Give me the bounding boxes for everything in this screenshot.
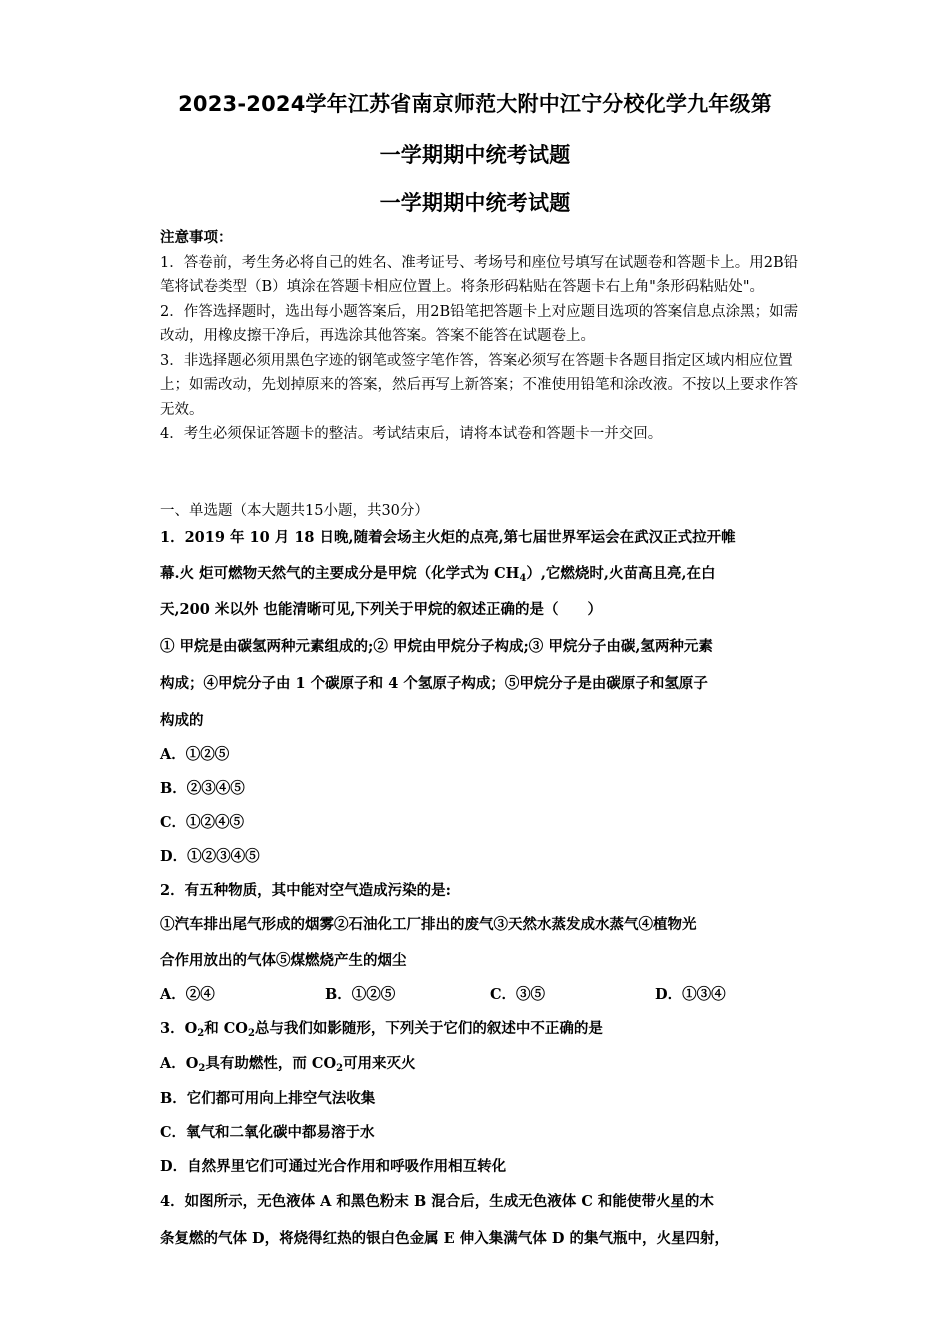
q2-option-b: B．①②⑤ — [325, 986, 396, 1003]
q2-line2: ①汽车排出尾气形成的烟雾②石油化工厂排出的废气③天然水蒸发成水蒸气④植物光 — [160, 916, 697, 933]
q4-line1: 4．如图所示，无色液体 A 和黑色粉末 B 混合后，生成无色液体 C 和能使带火星的木 — [160, 1193, 714, 1210]
q1-statement-1: ① 甲烷是由碳氢两种元素组成的;② 甲烷由甲烷分子构成;③ 甲烷分子由碳,氢两种元素 — [160, 638, 713, 655]
notice-item-2: 2．作答选择题时，选出每小题答案后，用2B铅笔把答题卡上对应题目选项的答案信息点涂黑；如需改动，用橡皮擦干净后，再选涂其他答案。答案不能答在试题卷上。 — [160, 303, 799, 344]
q1-line2-sub: 4 — [519, 573, 527, 584]
q2-option-a: A．②④ — [160, 986, 215, 1003]
q2-line3: 合作用放出的气体⑤煤燃烧产生的烟尘 — [160, 952, 407, 969]
q1-option-c: C．①②④⑤ — [160, 814, 245, 831]
q3-option-c: C．氧气和二氧化碳中都易溶于水 — [160, 1124, 375, 1141]
q3-stem-c: 总与我们如影随形，下列关于它们的叙述中不正确的是 — [254, 1020, 603, 1037]
q3-optA-b: 具有助燃性，而 CO — [205, 1055, 337, 1072]
q1-line3: 天,200 米以外 也能清晰可见,下列关于甲烷的叙述正确的是（ ） — [160, 601, 602, 618]
q3-optA-sub2: 2 — [336, 1063, 344, 1074]
q1-line2-a: 幕.火 炬可燃物天然气的主要成分是甲烷（化学式为 CH — [160, 565, 520, 582]
q2-option-c: C．③⑤ — [490, 986, 546, 1003]
q3-stem-a: 3．O — [160, 1020, 198, 1037]
q1-option-b: B．②③④⑤ — [160, 780, 245, 797]
q1-line2 — [160, 562, 716, 584]
q3-optA-a: A．O — [160, 1055, 199, 1072]
exam-title-line2: 一学期期中统考试题 — [379, 143, 571, 167]
q1-option-a: A．①②⑤ — [160, 746, 230, 763]
q3-stem-b: 和 CO — [204, 1020, 248, 1037]
q3-option-a — [160, 1052, 416, 1074]
q3-stem-sub1: 2 — [197, 1028, 205, 1039]
q2-stem: 2．有五种物质，其中能对空气造成污染的是: — [160, 882, 451, 899]
notice-block — [160, 226, 800, 447]
notice-item-1: 1．答卷前，考生务必将自己的姓名、准考证号、考场号和座位号填写在试题卷和答题卡上。用2B铅笔将试卷类型（B）填涂在答题卡相应位置上。将条形码粘贴在答题卡右上角"条形码粘贴处"。 — [160, 254, 799, 295]
q3-option-b: B．它们都可用向上排空气法收集 — [160, 1090, 376, 1107]
q3-option-d: D．自然界里它们可通过光合作用和呼吸作用相互转化 — [160, 1158, 507, 1175]
exam-title-line3: 一学期期中统考试题 — [379, 191, 571, 215]
notice-heading: 注意事项： — [160, 229, 233, 246]
q3-stem-sub2: 2 — [247, 1028, 255, 1039]
section-heading: 一、单选题（本大题共15小题，共30分） — [160, 503, 429, 519]
q1-statement-3: 构成的 — [160, 712, 204, 729]
q3-optA-sub1: 2 — [198, 1063, 206, 1074]
notice-item-4: 4．考生必须保证答题卡的整洁。考试结束后，请将本试卷和答题卡一并交回。 — [160, 426, 663, 442]
q1-option-d: D．①②③④⑤ — [160, 848, 260, 865]
q3-optA-c: 可用来灭火 — [343, 1055, 416, 1072]
q4-line2: 条复燃的气体 D，将烧得红热的银白色金属 E 伸入集满气体 D 的集气瓶中，火星四射， — [160, 1230, 729, 1247]
q2-option-d: D．①③④ — [655, 986, 726, 1003]
exam-title-line1: 2023-2024学年江苏省南京师范大附中江宁分校化学九年级第 — [178, 92, 772, 116]
q1-statement-2: 构成；④甲烷分子由 1 个碳原子和 4 个氢原子构成；⑤甲烷分子是由碳原子和氢原子 — [160, 675, 708, 692]
q1-line1: 1．2019 年 10 月 18 日晚,随着会场主火炬的点亮,第七届世界军运会在武汉正式拉开帷 — [160, 529, 736, 546]
q3-stem — [160, 1017, 603, 1039]
notice-item-3: 3．非选择题必须用黑色字迹的钢笔或签字笔作答，答案必须写在答题卡各题目指定区域内相应位置上；如需改动，先划掉原来的答案，然后再写上新答案；不准使用铅笔和涂改液。不按以上要求作答无效。 — [160, 352, 798, 418]
q1-line2-b: ）,它燃烧时,火苗高且亮,在白 — [526, 565, 716, 582]
